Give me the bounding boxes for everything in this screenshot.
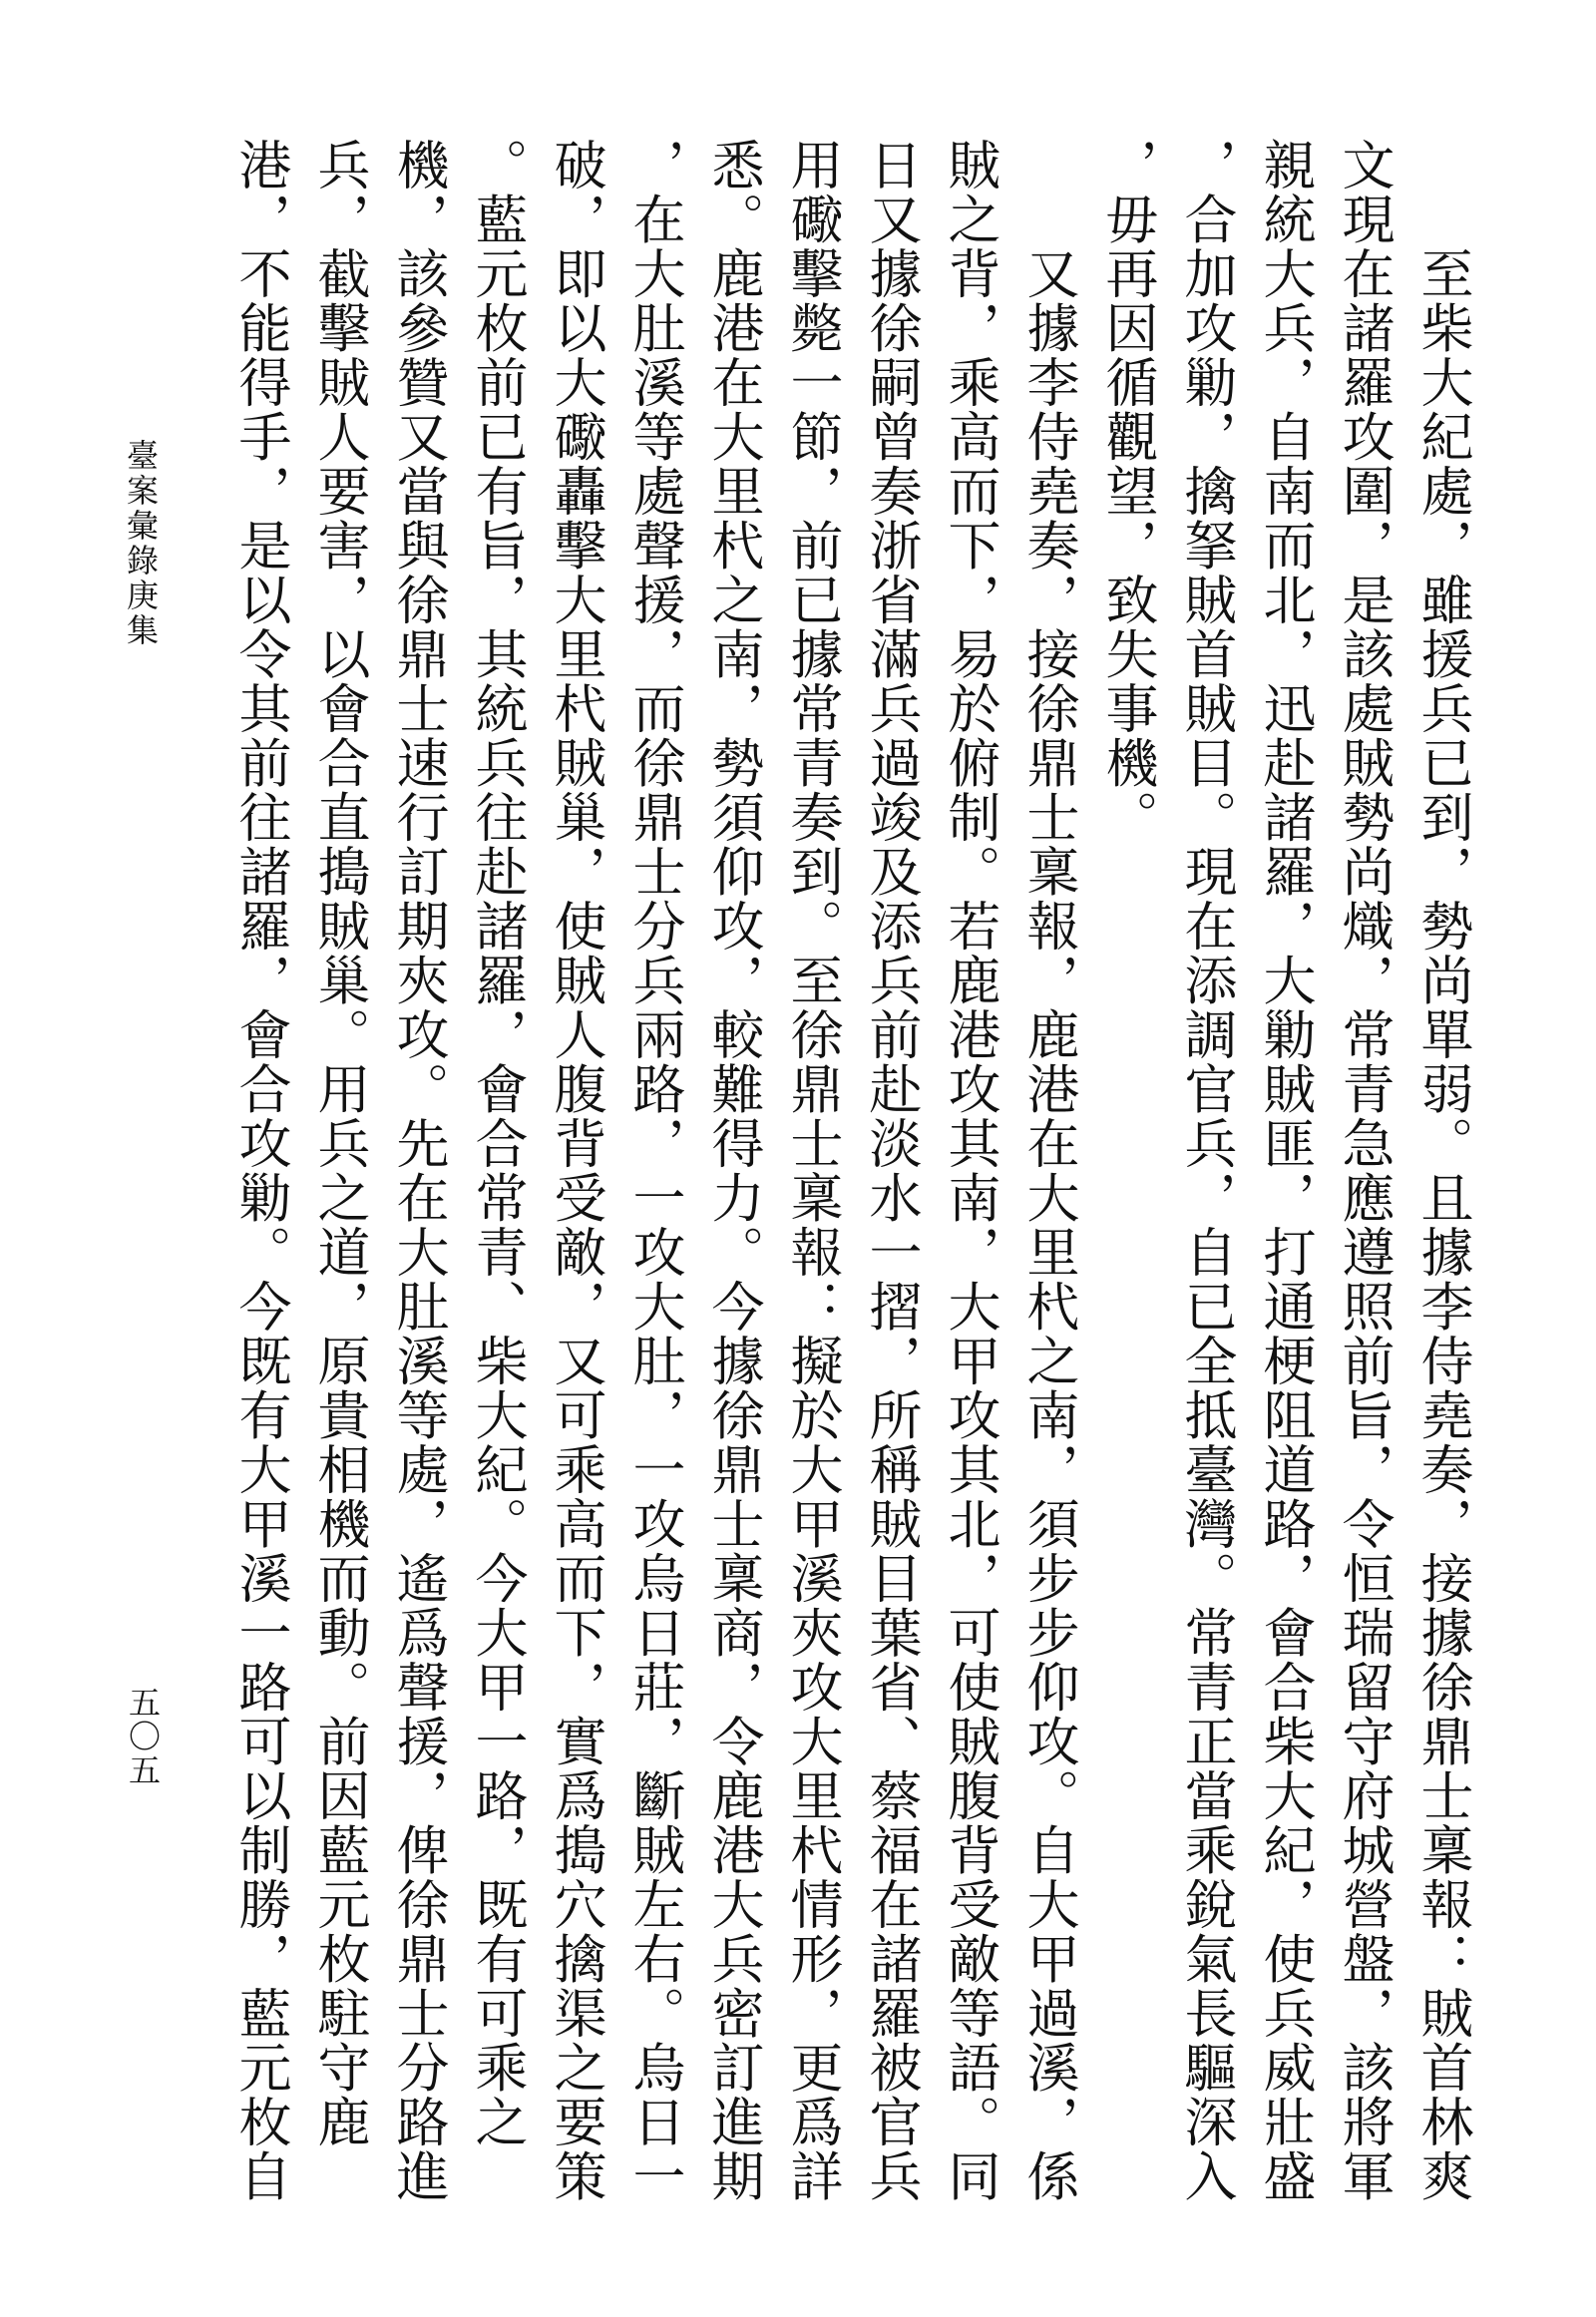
- text-column: ，毋再因循觀望，致失事機。: [1097, 138, 1158, 845]
- page-number: 五〇五: [124, 1686, 162, 1787]
- text-column: 兵，截擊賊人要害，以會合直搗賊巢。用兵之道，原貴相機而動。前因藍元枚駐守鹿: [309, 138, 370, 2149]
- text-column: 至柴大紀處，雖援兵已到，勢尚單弱。且據李侍堯奏，接據徐鼎士稟報：賊首林爽: [1412, 138, 1473, 2203]
- text-column: ，合加攻勦，擒拏賊首賊目。現在添調官兵，自已全抵臺灣。常青正當乘銳氣長驅深入: [1176, 138, 1237, 2203]
- text-column: 親統大兵，自南而北，迅赴諸羅，大勦賊匪，打通梗阻道路，會合柴大紀，使兵威壯盛: [1255, 138, 1316, 2203]
- text-column: 日又據徐嗣曾奏浙省滿兵過竣及添兵前赴淡水一摺，所稱賊目葉省、蔡福在諸羅被官兵: [861, 138, 922, 2203]
- text-column: 破，即以大礮轟擊大里杙賊巢，使賊人腹背受敵，又可乘高而下，實爲搗穴擒渠之要策: [546, 138, 606, 2203]
- text-column: 機，該參贊又當與徐鼎士速行訂期夾攻。先在大肚溪等處，遙爲聲援，俾徐鼎士分路進: [388, 138, 449, 2203]
- text-column: 港，不能得手，是以令其前往諸羅，會合攻勦。今既有大甲溪一路可以制勝，藍元枚自: [230, 138, 291, 2203]
- text-column: 悉。鹿港在大里杙之南，勢須仰攻，較難得力。今據徐鼎士稟商，令鹿港大兵密訂進期: [703, 138, 764, 2203]
- book-title: 臺案彙錄庚集: [122, 439, 160, 648]
- text-column: 文現在諸羅攻圍，是該處賊勢尚熾，常青急應遵照前旨，令恒瑞留守府城營盤，該將軍: [1334, 138, 1395, 2203]
- text-column: 賊之背，乘高而下，易於俯制。若鹿港攻其南，大甲攻其北，可使賊腹背受敵等語。同: [940, 138, 1000, 2203]
- text-column: ，在大肚溪等處聲援，而徐鼎士分兵兩路，一攻大肚，一攻烏日莊，斷賊左右。烏日一: [624, 138, 685, 2203]
- body-text: [186, 138, 1482, 2203]
- text-column: 用礮擊斃一節，前已據常青奏到。至徐鼎士稟報：擬於大甲溪夾攻大里杙情形，更爲詳: [782, 138, 843, 2203]
- text-column: 又據李侍堯奏，接徐鼎士稟報，鹿港在大里杙之南，須步步仰攻。自大甲過溪，係: [1018, 138, 1079, 2203]
- text-column: 。藍元枚前已有旨，其統兵往赴諸羅，會合常青、柴大紀。今大甲一路，既有可乘之: [467, 138, 528, 2149]
